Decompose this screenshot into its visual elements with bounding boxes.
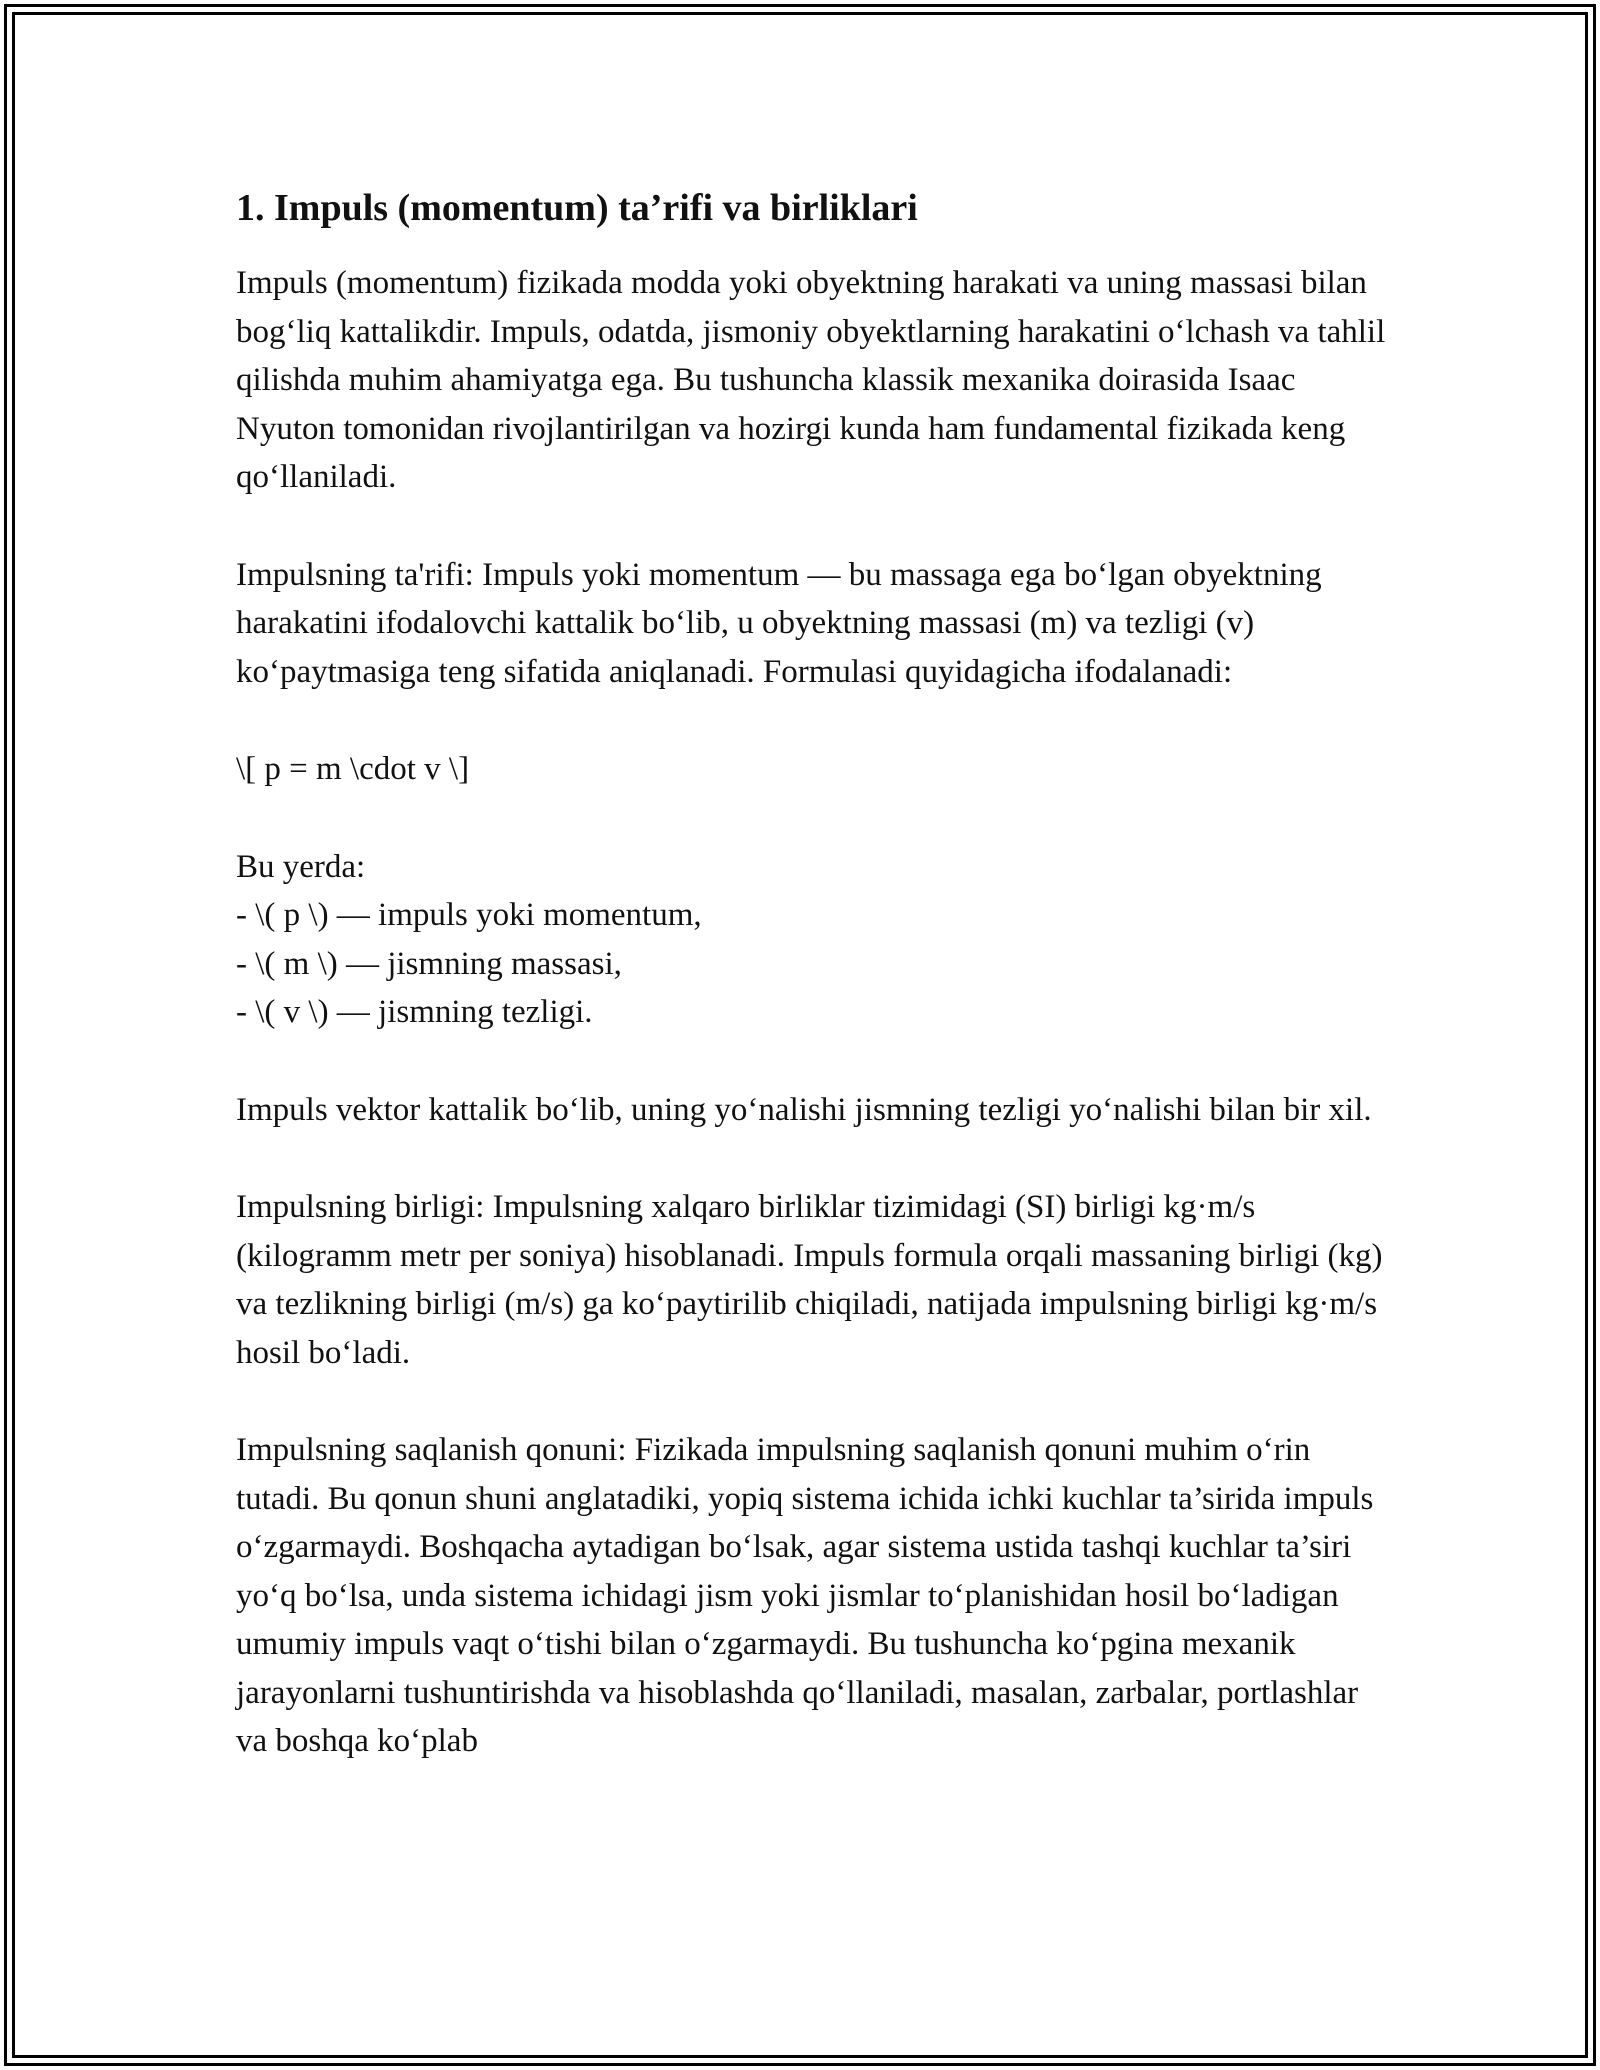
document-body xyxy=(236,184,1386,1815)
definition-paragraph: Impulsning ta'rifi: Impuls yoki momentum — bu massaga ega bo‘lgan obyektning harakatini ifodalovchi kattalik bo‘lib, u obyektning massasi (m) va tezligi (v) ko‘paytmasiga teng sifatida aniqlanadi. Formulasi quyidagicha ifodalanadi: xyxy=(236,556,1322,690)
definition-item-v: - \( v \) — jismning tezligi. xyxy=(236,994,593,1031)
definitions-list xyxy=(236,843,1386,1037)
formula-line: \[ p = m \cdot v \] xyxy=(236,751,470,788)
definition-item-p: - \( p \) — impuls yoki momentum, xyxy=(236,897,702,934)
definitions-intro: Bu yerda: xyxy=(236,848,366,885)
definition-item-m: - \( m \) — jismning massasi, xyxy=(236,945,622,982)
vector-paragraph: Impuls vektor kattalik bo‘lib, uning yo‘nalishi jismning tezligi yo‘nalishi bilan bir xil. xyxy=(236,1091,1372,1128)
unit-paragraph: Impulsning birligi: Impulsning xalqaro birliklar tizimidagi (SI) birligi kg·m/s (kilogramm metr per soniya) hisoblanadi. Impuls formula orqali massaning birligi (kg) va tezlikning birligi (m/s) ga ko‘paytirilib chiqiladi, natijada impulsning birligi kg·m/s hosil bo‘ladi. xyxy=(236,1189,1383,1371)
conservation-paragraph: Impulsning saqlanish qonuni: Fizikada impulsning saqlanish qonuni muhim o‘rin tutadi. Bu qonun shuni anglatadiki, yopiq sistema ichida ichki kuchlar ta’sirida impuls o‘zgarmaydi. Boshqacha aytadigan bo‘lsak, agar sistema ustida tashqi kuchlar ta’siri yo‘q bo‘lsa, unda sistema ichidagi jism yoki jismlar to‘planishidan hosil bo‘ladigan umumiy impuls vaqt o‘tishi bilan o‘zgarmaydi. Bu tushuncha ko‘pgina mexanik jarayonlarni tushuntirishda va hisoblashda qo‘llaniladi, masalan, zarbalar, portlashlar va boshqa ko‘plab xyxy=(236,1432,1374,1760)
intro-paragraph: Impuls (momentum) fizikada modda yoki obyektning harakati va uning massasi bilan bog‘liq kattalikdir. Impuls, odatda, jismoniy obyektlarning harakatini o‘lchash va tahlil qilishda muhim ahamiyatga ega. Bu tushuncha klassik mexanika doirasida Isaac Nyuton tomonidan rivojlantirilgan va hozirgi kunda ham fundamental fizikada keng qo‘llaniladi. xyxy=(236,265,1386,496)
section-heading: 1. Impuls (momentum) ta’rifi va birliklari xyxy=(236,187,918,229)
